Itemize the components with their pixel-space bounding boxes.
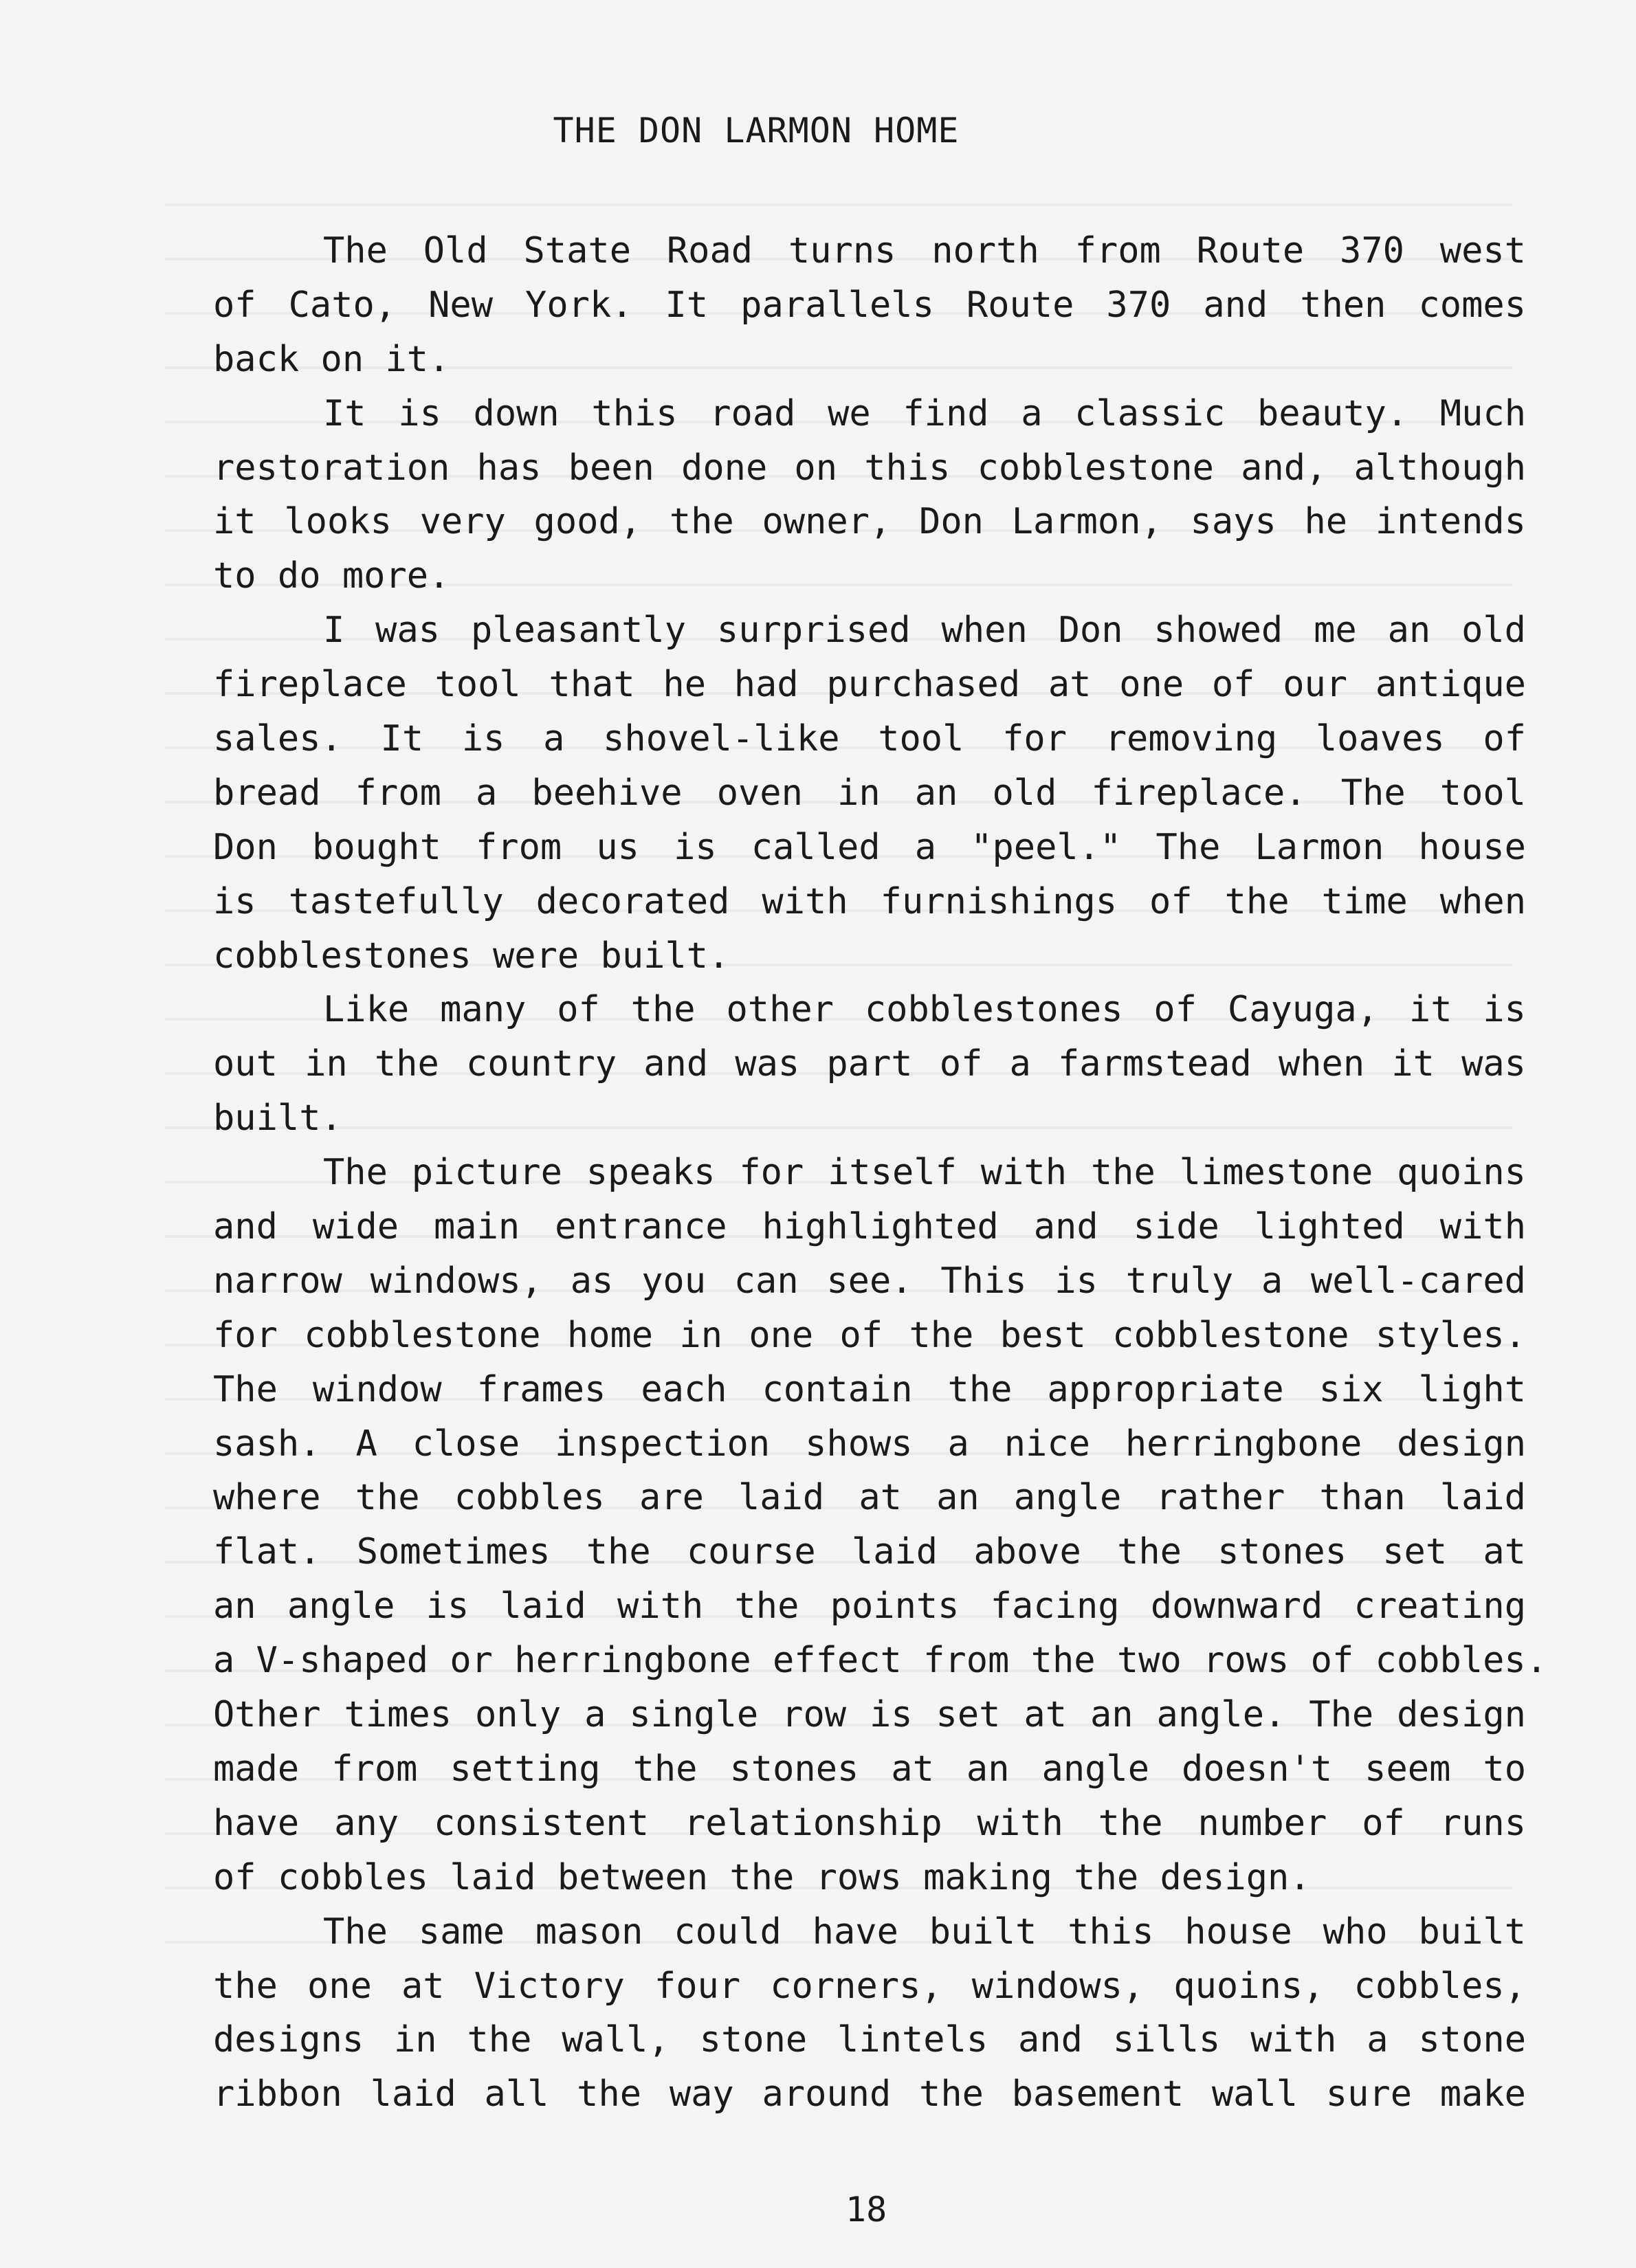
- text-line: an angle is laid with the points facing downward creating: [213, 1586, 1526, 1627]
- text-line: back on it.: [213, 338, 450, 380]
- text-line: for cobblestone home in one of the best cobblestone styles.: [213, 1314, 1526, 1356]
- text-line: The same mason could have built this house who built: [323, 1911, 1526, 1953]
- text-line: of Cato, New York. It parallels Route 370 and then comes: [213, 284, 1526, 326]
- text-line: have any consistent relationship with the number of runs: [213, 1802, 1526, 1844]
- text-line: the one at Victory four corners, windows, quoins, cobbles,: [213, 1965, 1526, 2007]
- text-line: out in the country and was part of a farmstead when it was: [213, 1043, 1526, 1085]
- text-line: flat. Sometimes the course laid above the stones set at: [213, 1531, 1526, 1573]
- text-line: narrow windows, as you can see. This is truly a well-cared: [213, 1260, 1526, 1302]
- body-text: [213, 224, 1548, 2122]
- text-line: is tastefully decorated with furnishings of the time when: [213, 880, 1526, 922]
- text-line: ribbon laid all the way around the basement wall sure make: [213, 2074, 1526, 2115]
- text-line: of cobbles laid between the rows making the design.: [213, 1856, 1311, 1898]
- text-line: Like many of the other cobblestones of Cayuga, it is: [323, 989, 1526, 1031]
- text-line: made from setting the stones at an angle doesn't seem to: [213, 1748, 1526, 1790]
- text-line: The Old State Road turns north from Route 370 west: [323, 230, 1526, 271]
- text-line: fireplace tool that he had purchased at one of our antique: [213, 664, 1526, 706]
- text-line: designs in the wall, stone lintels and sills with a stone: [213, 2019, 1526, 2061]
- text-line: The window frames each contain the appropriate six light: [213, 1368, 1526, 1410]
- text-line: Don bought from us is called a "peel." The Larmon house: [213, 826, 1526, 868]
- text-line: It is down this road we find a classic beauty. Much: [323, 392, 1526, 434]
- text-line: a V-shaped or herringbone effect from the two rows of cobbles.: [213, 1640, 1548, 1682]
- text-line: restoration has been done on this cobblestone and, although: [213, 447, 1526, 489]
- text-line: built.: [213, 1098, 342, 1139]
- text-line: sales. It is a shovel-like tool for removing loaves of: [213, 718, 1526, 760]
- text-line: it looks very good, the owner, Don Larmon, says he intends: [213, 501, 1526, 543]
- text-line: Other times only a single row is set at an angle. The design: [213, 1694, 1526, 1736]
- text-line: to do more.: [213, 555, 450, 597]
- text-line: sash. A close inspection shows a nice herringbone design: [213, 1423, 1526, 1465]
- page-title: THE DON LARMON HOME: [553, 111, 960, 151]
- page-number: 18: [845, 2190, 887, 2230]
- text-line: cobblestones were built.: [213, 935, 730, 977]
- text-line: bread from a beehive oven in an old fireplace. The tool: [213, 772, 1526, 814]
- text-line: I was pleasantly surprised when Don showed me an old: [323, 610, 1526, 652]
- text-line: and wide main entrance highlighted and side lighted with: [213, 1206, 1526, 1248]
- text-line: The picture speaks for itself with the limestone quoins: [323, 1152, 1526, 1194]
- text-line: where the cobbles are laid at an angle rather than laid: [213, 1477, 1526, 1519]
